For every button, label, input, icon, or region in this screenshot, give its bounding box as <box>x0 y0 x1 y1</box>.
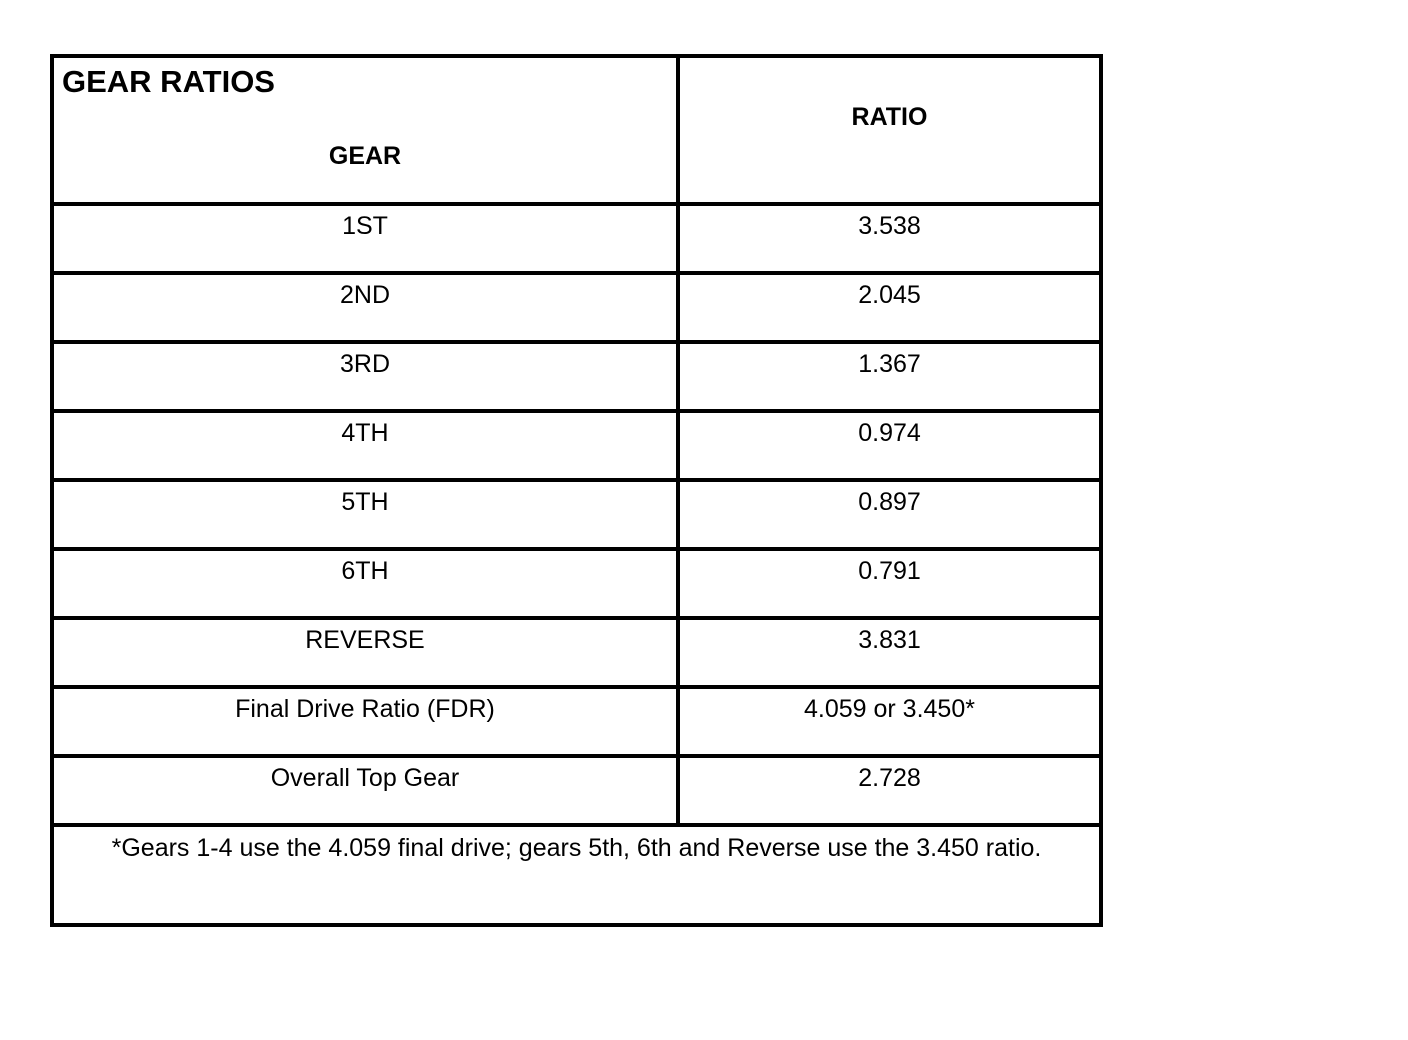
ratio-value: 4.059 or 3.450* <box>804 695 975 723</box>
gear-column-header: GEAR <box>328 142 402 170</box>
gear-cell <box>54 551 680 616</box>
ratio-value: 0.897 <box>858 488 921 516</box>
gear-cell <box>54 689 680 754</box>
gear-cell <box>54 482 680 547</box>
gear-label: Final Drive Ratio (FDR) <box>235 695 495 723</box>
footnote-row <box>54 827 1099 923</box>
gear-label: Overall Top Gear <box>270 764 460 792</box>
gear-label: REVERSE <box>305 626 425 654</box>
ratio-cell <box>680 413 1099 478</box>
ratio-cell <box>680 758 1099 823</box>
footnote-text: *Gears 1-4 use the 4.059 final drive; gears 5th, 6th and Reverse use the 3.450 ratio. <box>111 834 1042 862</box>
ratio-column-header: RATIO <box>851 103 928 131</box>
gear-label: 5TH <box>341 488 389 516</box>
table-row <box>54 551 1099 620</box>
table-row <box>54 413 1099 482</box>
ratio-cell <box>680 275 1099 340</box>
gear-label: 6TH <box>341 557 389 585</box>
ratio-header-cell <box>680 58 1099 202</box>
table-row <box>54 620 1099 689</box>
gear-label: 2ND <box>339 281 390 309</box>
gear-cell <box>54 206 680 271</box>
gear-cell <box>54 275 680 340</box>
table-row <box>54 344 1099 413</box>
table-header-row <box>54 58 1099 206</box>
gear-label: 3RD <box>339 350 390 378</box>
ratio-cell <box>680 206 1099 271</box>
ratio-value: 2.045 <box>858 281 921 309</box>
ratio-value: 0.791 <box>858 557 921 585</box>
gear-header-cell <box>54 58 680 202</box>
table-row <box>54 206 1099 275</box>
ratio-value: 3.831 <box>858 626 921 654</box>
footnote-cell <box>54 827 1099 923</box>
gear-label: 1ST <box>342 212 388 240</box>
table-row <box>54 758 1099 827</box>
ratio-cell <box>680 551 1099 616</box>
ratio-value: 1.367 <box>858 350 921 378</box>
gear-cell <box>54 344 680 409</box>
ratio-value: 2.728 <box>858 764 921 792</box>
ratio-value: 0.974 <box>858 419 921 447</box>
table-row <box>54 482 1099 551</box>
gear-cell <box>54 758 680 823</box>
table-row <box>54 689 1099 758</box>
ratio-cell <box>680 482 1099 547</box>
gear-cell <box>54 620 680 685</box>
gear-ratios-table <box>50 54 1103 927</box>
table-row <box>54 275 1099 344</box>
ratio-cell <box>680 689 1099 754</box>
gear-label: 4TH <box>341 419 389 447</box>
ratio-cell <box>680 344 1099 409</box>
table-title: GEAR RATIOS <box>62 64 275 99</box>
ratio-value: 3.538 <box>858 212 921 240</box>
ratio-cell <box>680 620 1099 685</box>
gear-cell <box>54 413 680 478</box>
